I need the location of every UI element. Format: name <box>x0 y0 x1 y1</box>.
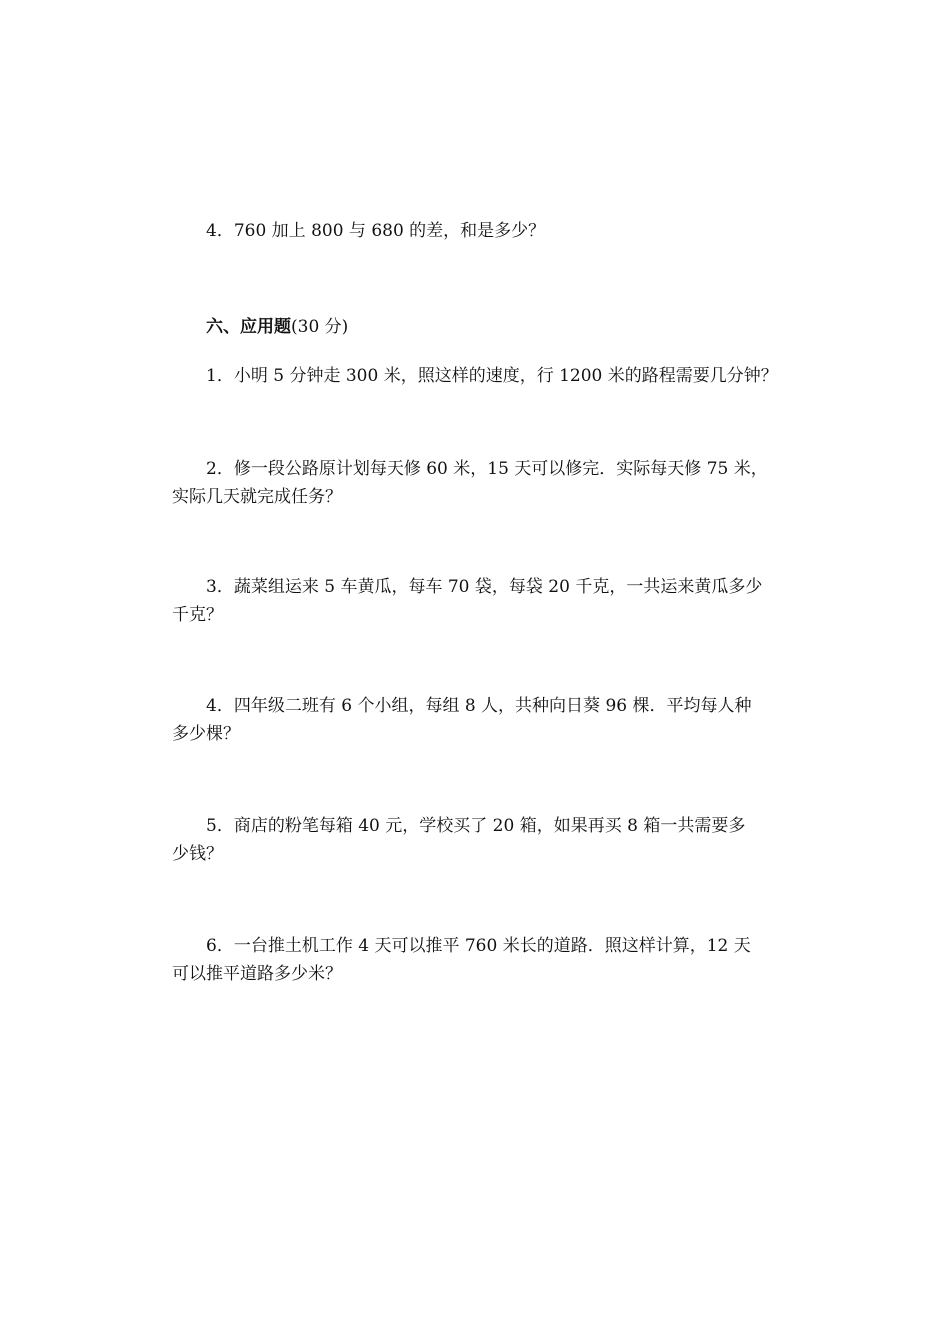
question-5-line-1: 5．商店的粉笔每箱 40 元，学校买了 20 箱，如果再买 8 箱一共需要多 <box>206 816 746 836</box>
prev-question-4: 4．760 加上 800 与 680 的差，和是多少？ <box>206 221 546 241</box>
section-score: (30 分) <box>291 317 349 337</box>
question-1-line-1: 1．小明 5 分钟走 300 米，照这样的速度，行 1200 米的路程需要几分钟？ <box>206 366 778 386</box>
section-title: 六、应用题 <box>206 317 291 337</box>
question-4-line-1: 4．四年级二班有 6 个小组，每组 8 人，共种向日葵 96 棵．平均每人种 <box>206 696 752 716</box>
question-2-line-2: 实际几天就完成任务？ <box>172 487 342 507</box>
question-6-line-1: 6．一台推土机工作 4 天可以推平 760 米长的道路．照这样计算，12 天 <box>206 936 751 956</box>
question-3-line-1: 3．蔬菜组运来 5 车黄瓜，每车 70 袋，每袋 20 千克，一共运来黄瓜多少 <box>206 577 763 597</box>
section-heading <box>206 314 348 340</box>
question-4-line-2: 多少棵？ <box>172 724 240 744</box>
question-2-line-1: 2．修一段公路原计划每天修 60 米，15 天可以修完．实际每天修 75 米， <box>206 459 768 479</box>
question-5-line-2: 少钱？ <box>172 844 223 864</box>
question-6-line-2: 可以推平道路多少米？ <box>172 964 342 984</box>
question-3-line-2: 千克？ <box>172 605 223 625</box>
